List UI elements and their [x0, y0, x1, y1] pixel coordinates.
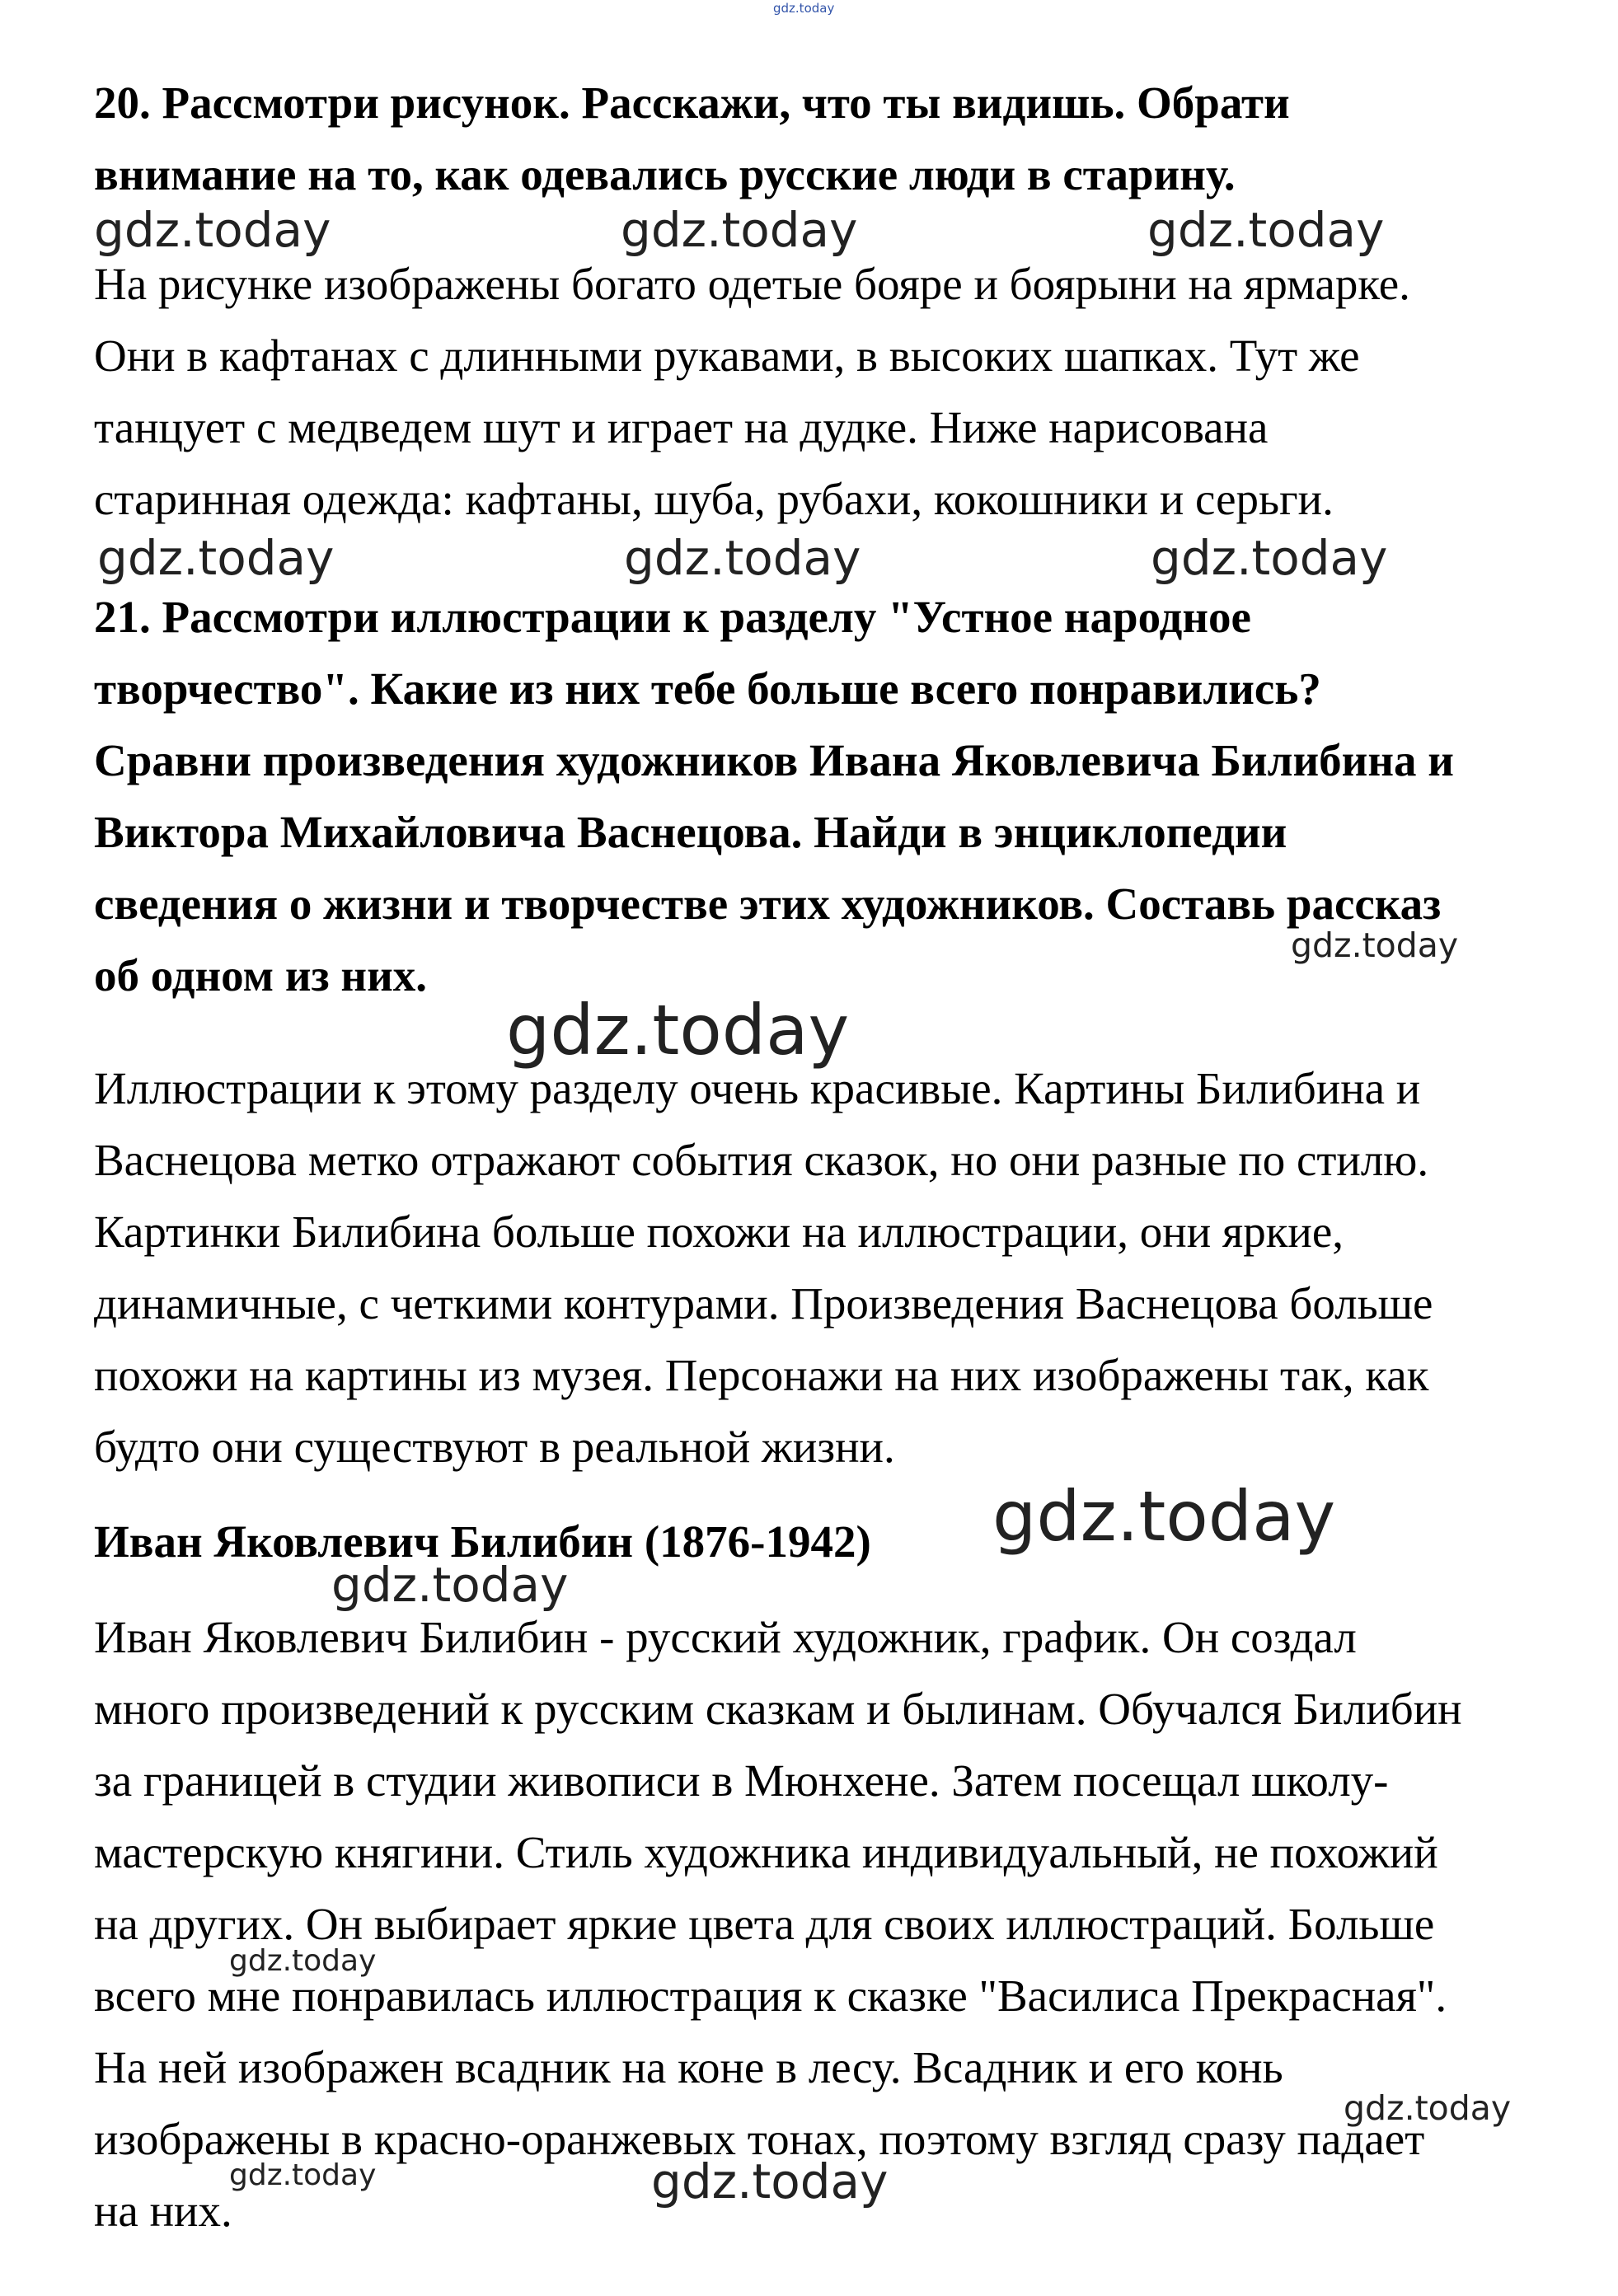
bio-line: всего мне понравилась иллюстрация к сказке "Василиса Прекрасная". [94, 1970, 1447, 2021]
task21-answer-line: Иллюстрации к этому разделу очень красивые. Картины Билибина и [94, 1063, 1421, 1113]
task21-answer-line: динамичные, с четкими контурами. Произведения Васнецова больше [94, 1278, 1433, 1328]
task20-question-line: внимание на то, как одевались русские люди в старину. [94, 149, 1236, 199]
task21-question-line: Виктора Михайловича Васнецова. Найди в энциклопедии [94, 807, 1287, 857]
watermark: gdz.today [1344, 2088, 1512, 2128]
bio-line: мастерскую княгини. Стиль художника индивидуальный, не похожий [94, 1827, 1438, 1877]
bio-heading: Иван Яковлевич Билибин (1876-1942) [94, 1516, 871, 1567]
bio-line: на них. [94, 2186, 232, 2236]
task20-answer-line: танцует с медведем шут и играет на дудке. Ниже нарисована [94, 402, 1269, 452]
task21-question-line: 21. Рассмотри иллюстрации к разделу "Устное народное [94, 592, 1251, 642]
task20-answer-line: На рисунке изображены богато одетые бояре и боярыни на ярмарке. [94, 259, 1410, 309]
watermark: gdz.today [1151, 530, 1388, 586]
header-watermark: gdz.today [773, 1, 835, 16]
watermark: gdz.today [651, 2153, 889, 2209]
watermark: gdz.today [624, 530, 861, 586]
task20-answer-line: Они в кафтанах с длинными рукавами, в высоких шапках. Тут же [94, 330, 1360, 381]
bio-line: изображены в красно-оранжевых тонах, поэтому взгляд сразу падает [94, 2114, 1425, 2164]
watermark: gdz.today [229, 1944, 377, 1978]
task21-answer-line: Картинки Билибина больше похожи на иллюстрации, они яркие, [94, 1207, 1344, 1257]
task21-answer-line: похожи на картины из музея. Персонажи на них изображены так, как [94, 1350, 1429, 1400]
task20-question-line: 20. Рассмотри рисунок. Расскажи, что ты видишь. Обрати [94, 77, 1290, 128]
bio-line: много произведений к русским сказкам и былинам. Обучался Билибин [94, 1684, 1462, 1734]
task21-question-line: сведения о жизни и творчестве этих художников. Составь рассказ [94, 879, 1442, 929]
watermark: gdz.today [94, 202, 331, 258]
bio-line: за границей в студии живописи в Мюнхене. Затем посещал школу- [94, 1755, 1389, 1806]
task21-question-line: творчество". Какие из них тебе больше всего понравились? [94, 663, 1321, 714]
watermark: gdz.today [621, 202, 858, 258]
bio-line: Иван Яковлевич Билибин - русский художник, график. Он создал [94, 1612, 1357, 1662]
task21-answer-line: будто они существуют в реальной жизни. [94, 1422, 895, 1472]
watermark: gdz.today [506, 990, 850, 1071]
task21-question-line: об одном из них. [94, 950, 428, 1000]
bio-line: На ней изображен всадник на коне в лесу. Всадник и его конь [94, 2042, 1283, 2092]
watermark: gdz.today [992, 1476, 1336, 1557]
watermark: gdz.today [1291, 925, 1459, 965]
bio-line: на других. Он выбирает яркие цвета для своих иллюстраций. Больше [94, 1899, 1435, 1949]
task21-answer-line: Васнецова метко отражают события сказок, но они разные по стилю. [94, 1135, 1429, 1185]
task21-question-line: Сравни произведения художников Ивана Яковлевича Билибина и [94, 735, 1454, 785]
watermark: gdz.today [1147, 202, 1385, 258]
watermark: gdz.today [97, 530, 335, 586]
task20-answer-line: старинная одежда: кафтаны, шуба, рубахи, кокошники и серьги. [94, 474, 1334, 524]
watermark: gdz.today [331, 1557, 569, 1613]
watermark: gdz.today [229, 2158, 377, 2192]
